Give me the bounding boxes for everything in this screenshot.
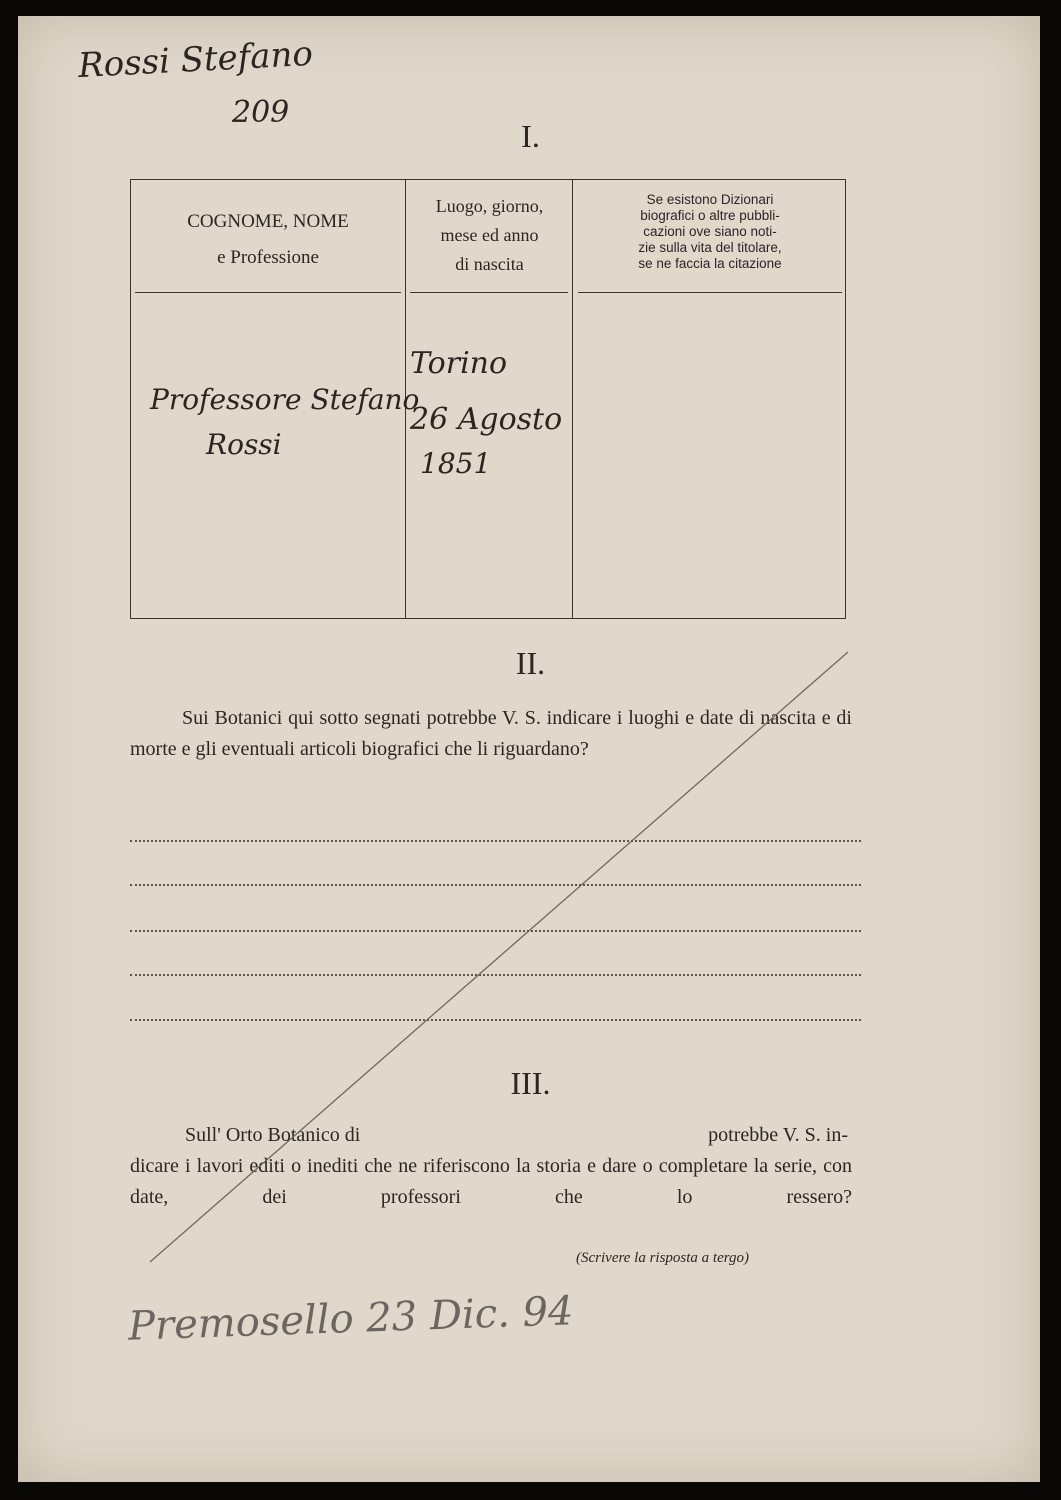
entry-name-line2: Rossi	[206, 428, 282, 461]
entry-birth-place: Torino	[410, 346, 508, 381]
handwritten-name-top: Rossi Stefano	[77, 33, 314, 87]
col-header-birth: Luogo, giorno, mese ed anno di nascita	[435, 196, 544, 274]
col-header-name: COGNOME, NOME e Professione	[187, 211, 349, 268]
handwritten-number-top: 209	[232, 95, 290, 130]
answer-on-back-note: (Scrivere la risposta a tergo)	[576, 1250, 750, 1266]
entry-name-line1: Professore Stefano	[150, 383, 420, 416]
section-iii-numeral: III.	[510, 1065, 551, 1101]
entry-birth-year: 1851	[420, 447, 492, 480]
section-i-numeral: I.	[521, 118, 540, 154]
col-header-references: Se esistono Dizionari biografici o altre pubbli- cazioni ove siano noti- zie sulla vita del titolare, se ne faccia la citazione	[638, 192, 782, 271]
section-iii-question: Sull' Orto Botanico di potrebbe V. S. in- dicare i lavori editi o inediti che ne riferiscono la storia e dare o completare la serie, con date, dei professori che lo ressero?	[130, 1124, 852, 1208]
section-ii-numeral: II.	[515, 645, 546, 681]
section-ii-question: Sui Botanici qui sotto segnati potrebbe V. S. indicare i luoghi e date di nascita e di morte e gli eventuali articoli biografici che li riguardano?	[130, 707, 852, 760]
handwritten-place-date: Premosello 23 Dic. 94	[127, 1288, 575, 1350]
entry-birth-date: 26 Agosto	[410, 402, 563, 437]
